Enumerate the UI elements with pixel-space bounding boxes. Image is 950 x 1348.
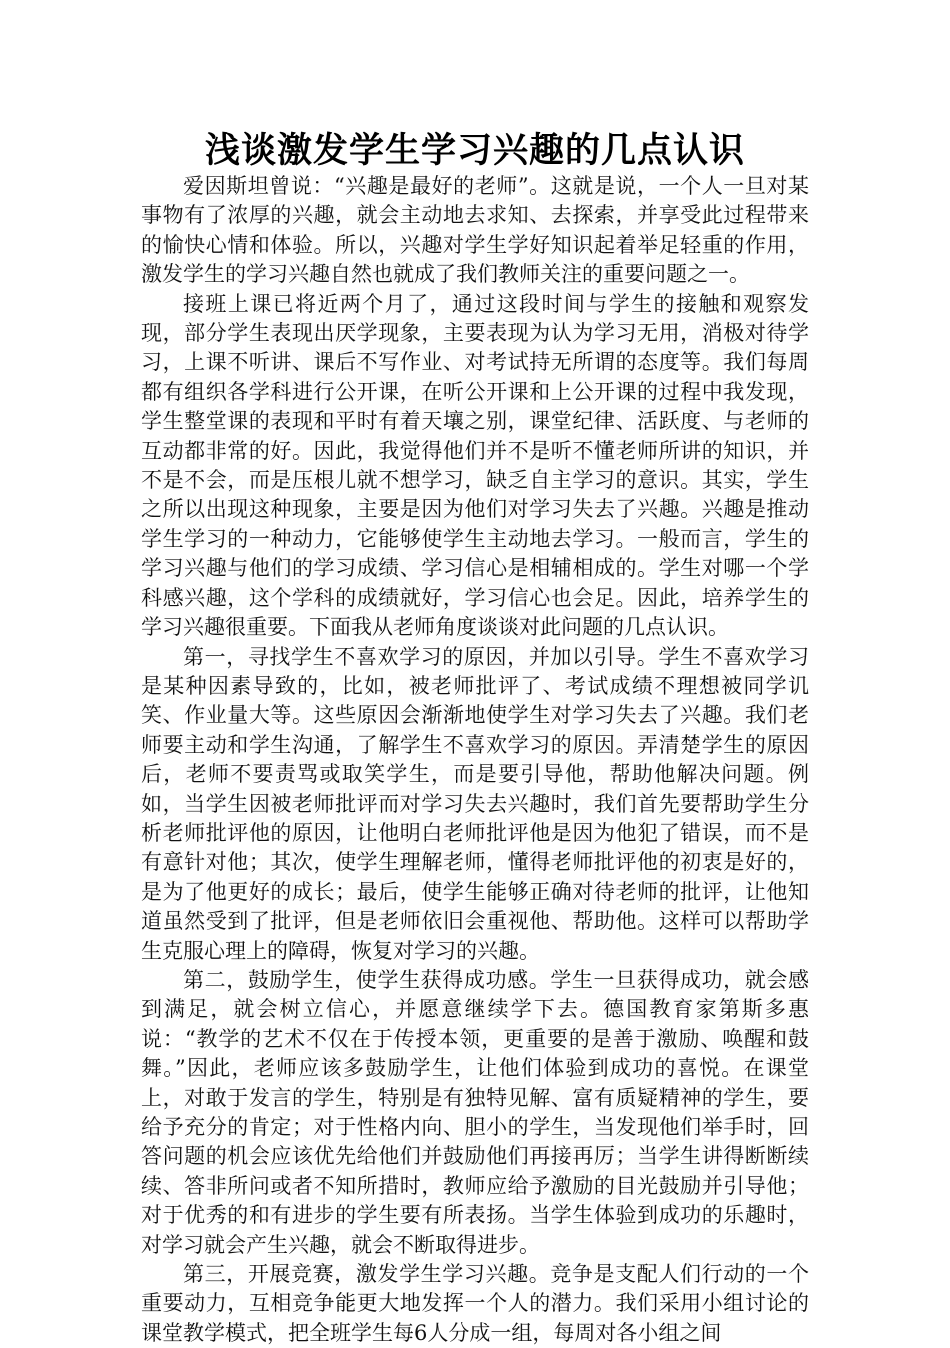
paragraph-2: 接班上课已将近两个月了，通过这段时间与学生的接触和观察发现，部分学生表现出厌学现象，主要表现为认为学习无用，消极对待学习，上课不听讲、课后不写作业、对考试持无所谓的态度等。我们每周都有组织各学科进行公开课，在听公开课和上公开课的过程中我发现，学生整堂课的表现和平时有着天壤之别，课堂纪律、活跃度、与老师的互动都非常的好。因此，我觉得他们并不是听不懂老师所讲的知识，并不是不会，而是压根儿就不想学习，缺乏自主学习的意识。其实，学生之所以出现这种现象，主要是因为他们对学习失去了兴趣。兴趣是推动学生学习的一种动力，它能够使学生主动地去学习。一般而言，学生的学习兴趣与他们的学习成绩、学习信心是相辅相成的。学生对哪一个学科感兴趣，这个学科的成绩就好，学习信心也会足。因此，培养学生的学习兴趣很重要。下面我从老师角度谈谈对此问题的几点认识。 <box>141 291 809 640</box>
paragraph-1: 爱因斯坦曾说：“兴趣是最好的老师”。这就是说，一个人一旦对某事物有了浓厚的兴趣，就会主动地去求知、去探索，并享受此过程带来的愉快心情和体验。所以，兴趣对学生学好知识起着举足轻重的作用，激发学生的学习兴趣自然也就成了我们教师关注的重要问题之一。 <box>141 174 809 287</box>
paragraph-3: 第一，寻找学生不喜欢学习的原因，并加以引导。学生不喜欢学习是某种因素导致的，比如，被老师批评了、考试成绩不理想被同学讥笑、作业量大等。这些原因会渐渐地使学生对学习失去了兴趣。我们老师要主动和学生沟通，了解学生不喜欢学习的原因。弄清楚学生的原因后，老师不要责骂或取笑学生，而是要引导他，帮助他解决问题。例如，当学生因被老师批评而对学习失去兴趣时，我们首先要帮助学生分析老师批评他的原因，让他明白老师批评他是因为他犯了错误，而不是有意针对他；其次，使学生理解老师，懂得老师批评他的初衷是好的，是为了他更好的成长；最后，使学生能够正确对待老师的批评，让他知道虽然受到了批评，但是老师依旧会重视他、帮助他。这样可以帮助学生克服心理上的障碍，恢复对学习的兴趣。 <box>141 644 809 963</box>
paragraph-5: 第三，开展竞赛，激发学生学习兴趣。竞争是支配人们行动的一个重要动力，互相竞争能更大地发挥一个人的潜力。我们采用小组讨论的课堂教学模式，把全班学生每6人分成一组，每周对各小组之间 <box>141 1262 809 1345</box>
document-body <box>141 172 809 1348</box>
paragraph-4: 第二，鼓励学生，使学生获得成功感。学生一旦获得成功，就会感到满足，就会树立信心，并愿意继续学下去。德国教育家第斯多惠说：“教学的艺术不仅在于传授本领，更重要的是善于激励、唤醒和鼓舞。”因此，老师应该多鼓励学生，让他们体验到成功的喜悦。在课堂上，对敢于发言的学生，特别是有独特见解、富有质疑精神的学生，要给予充分的肯定；对于性格内向、胆小的学生，当发现他们举手时，回答问题的机会应该优先给他们并鼓励他们再接再厉；当学生讲得断断续续、答非所问或者不知所措时，教师应给予激励的目光鼓励并引导他；对于优秀的和有进步的学生要有所表扬。当学生体验到成功的乐趣时，对学习就会产生兴趣，就会不断取得进步。 <box>141 967 809 1257</box>
document-title: 浅谈激发学生学习兴趣的几点认识 <box>204 130 745 171</box>
